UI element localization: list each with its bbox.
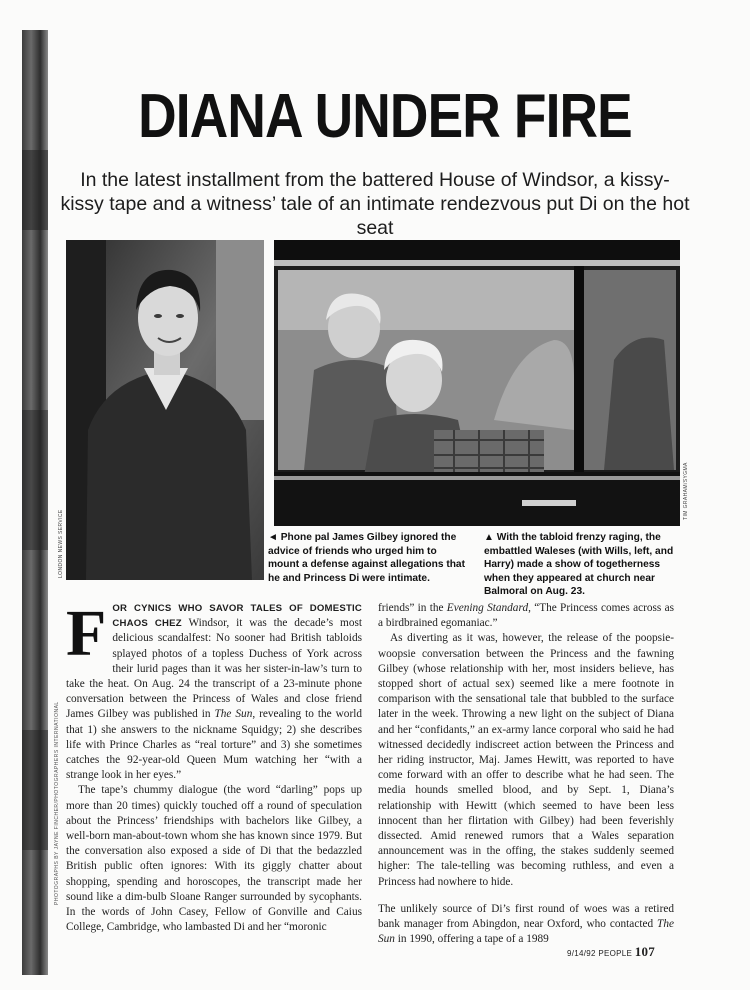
right-caption-text: With the tabloid frenzy raging, the embattled Waleses (with Wills, left, and Harry) made a show of togetherness when they appeared at church near Balmoral on Aug. 23.: [484, 532, 674, 598]
article-text: , revealing to the world that 1) she answers to the nickname Squidgy; 2) she describes life with Prince Charles as “real torture” and 3) she sometimes catches the 92-year-old Queen Mum watching her “with a strange look in her eyes.”: [66, 708, 363, 782]
gilbey-photo: [66, 240, 264, 580]
gilbey-photo-image: [66, 240, 264, 580]
article-text: , “The Princess comes across as a birdbrained egomaniac.”: [378, 602, 675, 630]
article-column-2: [378, 601, 674, 947]
drop-cap: F: [66, 597, 107, 670]
page-folio: [567, 944, 655, 960]
article-column-1: [66, 597, 363, 935]
article-paragraph-3: [378, 601, 674, 631]
deck: In the latest installment from the battered House of Windsor, a kissy-kissy tape and a witness’ tale of an intimate rendezvous put Di on the hot seat: [60, 169, 690, 239]
article-text: Windsor, it was the decade’s most delicious scandalfest: No sooner had British tabloids splayed photos of a topless Duchess of York across their lurid pages than it was her sister-in-law’s turn to take the heat. On Aug. 24 the transcript of a 23-minute phone conversation between the Princess of Wales and close friend James Gilbey was published in: [66, 617, 362, 721]
magazine-name: PEOPLE: [598, 949, 633, 958]
caption-left-arrow-icon: ◄: [268, 532, 278, 543]
page-number: 107: [634, 944, 656, 959]
article-paragraph-1: [66, 597, 363, 783]
article-paragraph-2: The tape’s chummy dialogue (the word “darling” pops up more than 20 times) quickly touched off a round of speculation about the Princess’ friendships with bachelors like Gilbey, a well-born man-about-town whom she has known since 1979. But the conversation also exposed a side of Di that the bedazzled British public often ignores: With its giggly chatter about shopping, spending and horoscopes, the transcript made her sound like a dim-bulb Sloane Ranger surrounded by sycophants. In the words of John Casey, Fellow of Gonville and Caius College, Cambridge, who lambasted Di and her “moronic: [66, 784, 362, 934]
left-photo-strip: [22, 30, 48, 975]
headline: DIANA UNDER FIRE: [138, 82, 632, 151]
article-paragraph-4: As diverting as it was, however, the release of the poopsie-woopsie conversation between the Princess and the fawning Gilbey (whose relationship with her, most insiders believe, has stopped short of actual sex) seemed like a mere footnote in comparison with the sensational tale that bubbled to the surface later in the week. Throwing a new light on the subject of Diana and her “confidants,” an ex-army lance corporal who said he had witnessed decidedly indiscreet action between the Princess and her riding instructor, Maj. James Hewitt, was reported to have come forward with an offer to describe what he had seen. The media hounds smelled blood, and by Sept. 1, Diana’s relationship with Hewitt (which seemed to have been less innocent than her flirtation with Gilbey) had been feverishly dissected. Amid renewed rumors that a Wales separation announcement was in the offing, the stakes suddenly seemed higher: The tale-telling was becoming ruthless, and even a Princess had nowhere to hide.: [378, 632, 674, 888]
section-gap: [378, 890, 674, 902]
article-paragraph-5: [378, 902, 674, 948]
right-photo-credit: TIM GRAHAM/SYGMA: [683, 462, 689, 520]
strip-photo-credit: PHOTOGRAPHS BY JAYNE FINCHER/PHOTOGRAPHERS INTERNATIONAL: [54, 701, 60, 905]
waleses-car-photo: [274, 240, 680, 526]
publication-name: Evening Standard: [446, 602, 529, 614]
right-caption: [484, 531, 682, 599]
issue-date: 9/14/92: [567, 949, 596, 958]
article-text: friends” in the: [378, 602, 444, 614]
publication-name: The Sun: [214, 708, 253, 721]
left-caption-text: Phone pal James Gilbey ignored the advice of friends who urged him to mount a defense against allegations that he and Princess Di were intimate.: [268, 532, 465, 584]
left-caption: [268, 531, 468, 585]
article-text: in 1990, offering a tape of a 1989: [397, 933, 549, 946]
left-photo-credit: LONDON NEWS SERVICE: [58, 509, 64, 578]
lead-in: OR CYNICS WHO SAVOR TALES OF DOMESTIC CHAOS CHEZ: [112, 603, 362, 630]
waleses-car-photo-image: [274, 240, 680, 526]
article-text: The unlikely source of Di’s first round of woes was a retired bank manager from Abingdon, near Oxford, who contacted: [378, 902, 674, 931]
publication-name: The Sun: [378, 918, 674, 946]
caption-up-arrow-icon: ▲: [484, 532, 494, 543]
